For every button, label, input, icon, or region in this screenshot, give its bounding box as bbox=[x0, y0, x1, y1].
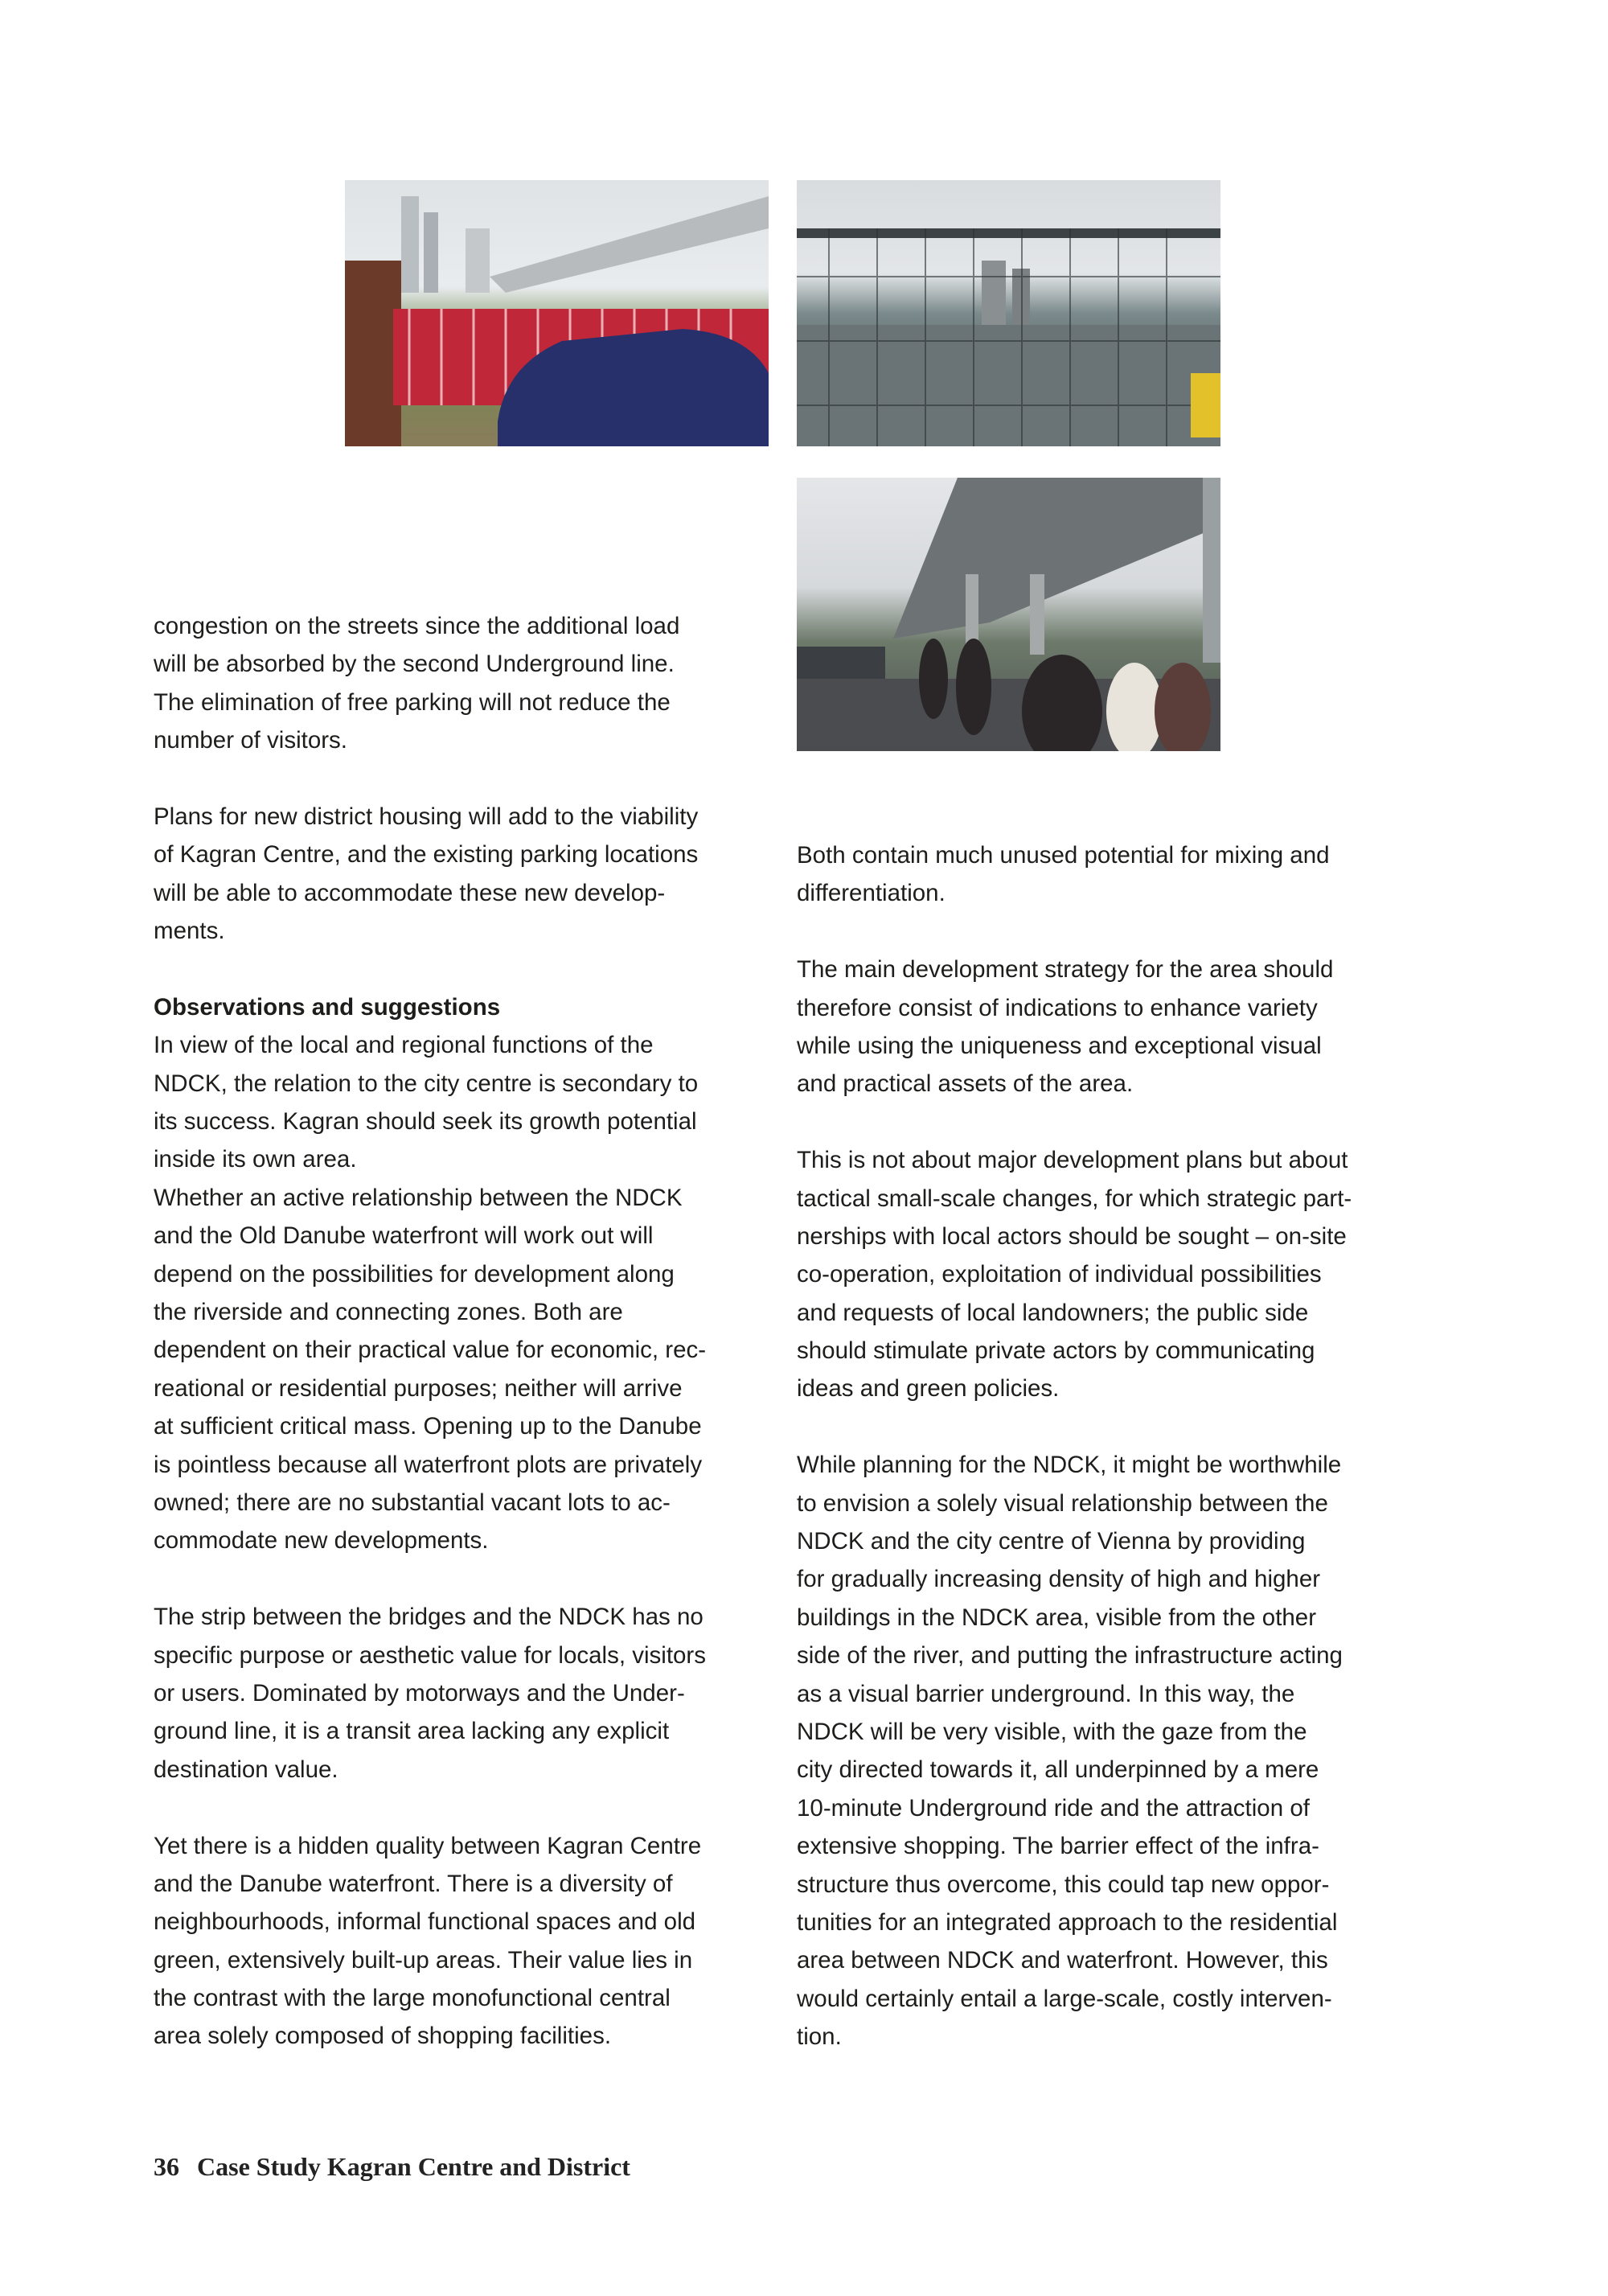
body-line: tion. bbox=[797, 2023, 842, 2051]
body-line: number of visitors. bbox=[154, 727, 347, 754]
body-line: and the Old Danube waterfront will work out will bbox=[154, 1222, 654, 1250]
body-line: side of the river, and putting the infrastructure acting bbox=[797, 1642, 1343, 1670]
body-line: co-operation, exploitation of individual possibilities bbox=[797, 1261, 1322, 1288]
body-line: to envision a solely visual relationship between the bbox=[797, 1489, 1328, 1517]
body-line: or users. Dominated by motorways and the Under- bbox=[154, 1679, 685, 1707]
body-line: and requests of local landowners; the public side bbox=[797, 1299, 1309, 1326]
body-line: ground line, it is a transit area lacking any explicit bbox=[154, 1718, 670, 1745]
body-line: for gradually increasing density of high and higher bbox=[797, 1566, 1321, 1593]
body-line: the contrast with the large monofunctional central bbox=[154, 1985, 671, 2012]
body-line: Plans for new district housing will add to the viability bbox=[154, 803, 699, 830]
photo-river-through-fence bbox=[797, 180, 1220, 446]
body-line: while using the uniqueness and exceptional visual bbox=[797, 1032, 1322, 1059]
running-title: Case Study Kagran Centre and District bbox=[197, 2152, 630, 2181]
body-line: as a visual barrier underground. In this way, the bbox=[797, 1680, 1295, 1707]
body-line: This is not about major development plans but about bbox=[797, 1147, 1348, 1174]
section-heading: Observations and suggestions bbox=[154, 993, 501, 1021]
left-text-column bbox=[154, 607, 706, 2056]
body-line: tunities for an integrated approach to the residential bbox=[797, 1908, 1338, 1936]
body-line: structure thus overcome, this could tap new oppor- bbox=[797, 1871, 1330, 1898]
right-text-column bbox=[797, 836, 1352, 2056]
body-line: congestion on the streets since the additional load bbox=[154, 613, 680, 639]
body-line: will be absorbed by the second Underground line. bbox=[154, 651, 675, 678]
body-line: commodate new developments. bbox=[154, 1527, 489, 1555]
body-line: tactical small-scale changes, for which strategic part- bbox=[797, 1185, 1352, 1212]
body-line: its success. Kagran should seek its growth potential bbox=[154, 1108, 697, 1136]
body-line: NDCK, the relation to the city centre is secondary to bbox=[154, 1070, 699, 1097]
photo-people-under-overpass bbox=[797, 478, 1220, 751]
body-line: at sufficient critical mass. Opening up to the Danube bbox=[154, 1413, 702, 1440]
body-line: should stimulate private actors by communicating bbox=[797, 1337, 1315, 1365]
body-line: The elimination of free parking will not reduce the bbox=[154, 688, 671, 716]
body-line: area between NDCK and waterfront. However, this bbox=[797, 1947, 1328, 1974]
body-line: area solely composed of shopping facilities. bbox=[154, 2023, 612, 2050]
body-line: inside its own area. bbox=[154, 1146, 357, 1173]
body-line: Whether an active relationship between the NDCK bbox=[154, 1184, 683, 1211]
body-line: depend on the possibilities for development along bbox=[154, 1260, 675, 1288]
body-line: Both contain much unused potential for mixing and bbox=[797, 842, 1330, 869]
body-line: the riverside and connecting zones. Both are bbox=[154, 1299, 623, 1326]
body-line: ideas and green policies. bbox=[797, 1375, 1060, 1403]
body-line: nerships with local actors should be sought – on-site bbox=[797, 1222, 1347, 1250]
page-number: 36 bbox=[154, 2152, 179, 2181]
body-line: Yet there is a hidden quality between Kagran Centre bbox=[154, 1832, 702, 1859]
body-line: and practical assets of the area. bbox=[797, 1070, 1134, 1098]
body-line: 10-minute Underground ride and the attraction of bbox=[797, 1794, 1310, 1822]
photo-red-fence-car-overpass bbox=[345, 180, 769, 446]
body-line: owned; there are no substantial vacant lots to ac- bbox=[154, 1489, 671, 1516]
body-line: specific purpose or aesthetic value for locals, visitors bbox=[154, 1641, 706, 1669]
body-line: buildings in the NDCK area, visible from the other bbox=[797, 1604, 1317, 1631]
body-line: NDCK and the city centre of Vienna by providing bbox=[797, 1528, 1306, 1555]
body-line: While planning for the NDCK, it might be worthwhile bbox=[797, 1452, 1342, 1479]
body-line: and the Danube waterfront. There is a diversity of bbox=[154, 1870, 673, 1897]
body-line: would certainly entail a large-scale, costly interven- bbox=[797, 1985, 1332, 2012]
body-line: reational or residential purposes; neither will arrive bbox=[154, 1374, 683, 1402]
body-line: city directed towards it, all underpinned by a mere bbox=[797, 1756, 1319, 1784]
body-line: extensive shopping. The barrier effect of the infra- bbox=[797, 1833, 1319, 1860]
body-line: will be able to accommodate these new develop- bbox=[154, 879, 666, 906]
body-line: dependent on their practical value for economic, rec- bbox=[154, 1337, 707, 1364]
body-line: green, extensively built-up areas. Their value lies in bbox=[154, 1946, 693, 1974]
body-line: neighbourhoods, informal functional spaces and old bbox=[154, 1908, 696, 1936]
body-line: is pointless because all waterfront plots are privately bbox=[154, 1451, 703, 1478]
body-line: The strip between the bridges and the NDCK has no bbox=[154, 1604, 704, 1631]
body-line: differentiation. bbox=[797, 880, 946, 907]
body-line: destination value. bbox=[154, 1756, 338, 1783]
page-footer bbox=[154, 2152, 630, 2182]
body-line: NDCK will be very visible, with the gaze from the bbox=[797, 1718, 1307, 1745]
body-line: In view of the local and regional functions of the bbox=[154, 1032, 654, 1059]
body-line: ments. bbox=[154, 918, 225, 945]
body-line: therefore consist of indications to enhance variety bbox=[797, 994, 1318, 1021]
body-line: of Kagran Centre, and the existing parking locations bbox=[154, 841, 699, 869]
body-line: The main development strategy for the area should bbox=[797, 956, 1334, 984]
